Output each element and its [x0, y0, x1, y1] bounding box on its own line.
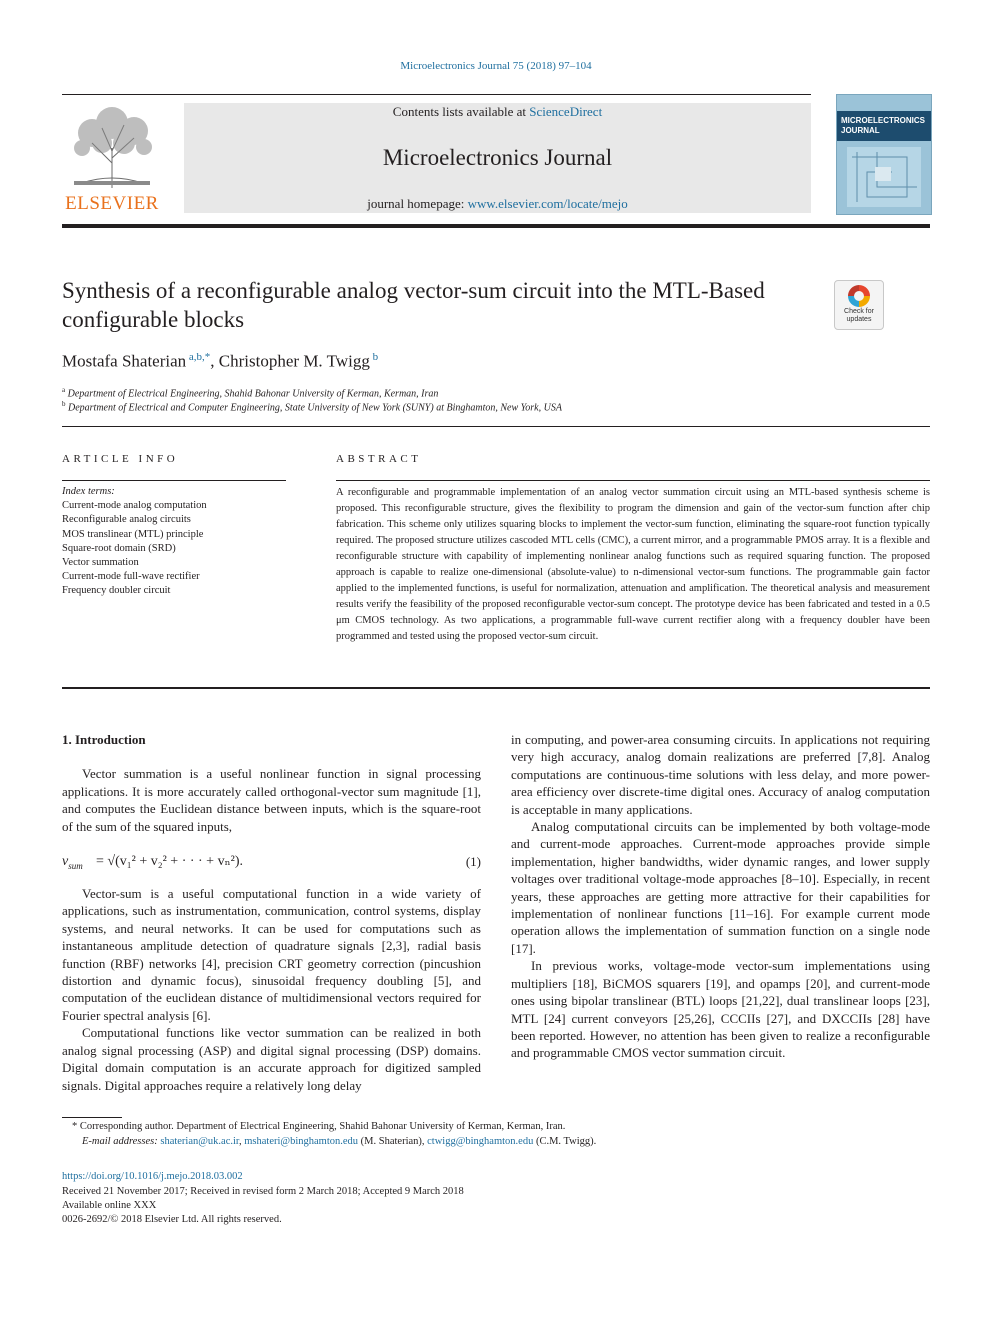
keyword: Frequency doubler circuit — [62, 585, 171, 597]
affiliation-b: $^b$ Department of Electrical and Computer Engineering, State University of New York (SUNY) at Binghamton, New York, USA — [62, 400, 562, 414]
author-name[interactable]: , Christopher M. Twigg — [210, 351, 370, 371]
footnote-rule — [62, 1117, 122, 1118]
body-left-column — [62, 731, 481, 1094]
available-online: Available online XXX — [62, 1200, 157, 1211]
contents-line: Contents lists available at ScienceDirect — [392, 104, 603, 119]
header-thick-rule — [62, 224, 930, 228]
check-updates-label: Check for updates — [844, 308, 874, 323]
author-affil-marks[interactable]: b — [372, 351, 379, 363]
author-affil-marks[interactable]: a,b,* — [188, 351, 211, 363]
email-link[interactable]: ctwigg@binghamton.edu — [427, 1136, 534, 1147]
body-right-column — [511, 731, 930, 1062]
index-terms-label: Index terms: — [62, 486, 115, 497]
check-for-updates-badge[interactable] — [834, 280, 884, 330]
body-paragraph: Analog computational circuits can be implemented by both voltage-mode and current-mode approaches. Current-mode approaches provide simple implementation, higher bandwidths, wider dynamic ranges, and lower supply voltages over traditional voltage-mode approaches [8–10]. Especially, in recent years, these approaches are getting more attractive for their capabilities for implementation of nonlinear functions [11–16]. For example current mode operation allows the implementation of summation function on a single node [17]. — [511, 819, 930, 956]
email-link[interactable]: shaterian@uk.ac.ir — [160, 1136, 239, 1147]
title-bottom-rule — [62, 426, 930, 427]
article-info-heading: ARTICLE INFO — [62, 453, 179, 465]
keyword: Reconfigurable analog circuits — [62, 514, 191, 526]
equation-1 — [62, 843, 481, 883]
keyword: Current-mode analog computation — [62, 500, 207, 512]
journal-cover-thumbnail[interactable] — [836, 94, 932, 215]
keyword: Vector summation — [62, 557, 139, 569]
equation-rhs: = √(v₁² + v₂² + · · · + vₙ²). — [96, 854, 243, 870]
article-info-rule — [62, 480, 286, 481]
homepage-line: journal homepage: www.elsevier.com/locate/mejo — [367, 196, 628, 211]
body-paragraph: in computing, and power-area consuming circuits. In applications not requiring very high accuracy, analog domain realizations are preferred [7,8]. Analog computations are continuous-time solutions with less delay, and more power-area efficiency over discrete-time digital ones. Accuracy of analog computation is acceptable in many applications. — [511, 732, 930, 817]
keyword: Square-root domain (SRD) — [62, 542, 176, 554]
abstract-heading: ABSTRACT — [336, 453, 422, 465]
equation-lhs: $v_{sum}$ — [62, 854, 83, 871]
author-name[interactable]: Mostafa Shaterian — [62, 351, 187, 371]
keyword: MOS translinear (MTL) principle — [62, 528, 204, 540]
body-paragraph: Vector-sum is a useful computational function in a wide variety of applications, such as instrumentation, communication, control systems, display systems, and neural networks. It can be used for computations such as instantaneous amplitude detection of quadrature signals [2,3], radial basis function (RBF) networks [4], precision CRT geometry correction (pincushion distortion and dynamic focus), sinusoidal frequency doubling [5], and computation of the euclidean distance of multidimensional vectors required for Fourier spectral analysis [6]. — [62, 886, 481, 1023]
keywords-block — [62, 485, 292, 599]
abstract-rule — [336, 480, 930, 481]
article-title: Synthesis of a reconfigurable analog vector-sum circuit into the MTL-Based configurable blocks — [62, 278, 765, 332]
section-heading-introduction: 1. Introduction — [62, 732, 146, 747]
body-paragraph: In previous works, voltage-mode vector-sum implementations using multipliers [18], BiCMOS squarers [19], and opamps [20], and current-mode ones using bipolar translinear (BTL) loops [21,22], dual translinear loops [23], MTL [24] current conveyors [25,26], CCCIIs [27], and DXCCIIs [28] have been reported. However, no attention has been given to realize a reconfigurable and programmable CMOS vector summation circuit. — [511, 958, 930, 1061]
equation-number: (1) — [465, 854, 481, 870]
cover-art-graphic — [847, 147, 921, 207]
journal-name: Microelectronics Journal — [382, 145, 613, 170]
corresponding-author-note: * Corresponding author. Department of Electrical Engineering, Shahid Bahonar University of Kerman, Kerman, Iran. — [72, 1121, 566, 1132]
journal-reference[interactable]: Microelectronics Journal 75 (2018) 97–104 — [400, 60, 592, 72]
abstract-bottom-rule — [62, 687, 930, 689]
elsevier-wordmark: ELSEVIER — [65, 193, 159, 214]
body-paragraph: Vector summation is a useful nonlinear function in signal processing applications. It is more accurately called orthogonal-vector sum magnitude [1], and computes the Euclidean distance between inputs, which is the square-root of the sum of the squared inputs, — [62, 766, 481, 834]
email-addresses: E-mail addresses: shaterian@uk.ac.ir, mshateri@binghamton.edu (M. Shaterian), ctwigg@binghamton.edu (C.M. Twigg). — [82, 1136, 597, 1147]
homepage-link[interactable]: www.elsevier.com/locate/mejo — [467, 196, 628, 211]
body-paragraph: Computational functions like vector summation can be realized in both analog signal processing (ASP) and digital signal processing (DSP) domains. Digital domain computation is an accurate approach for digitized sampled signals. Digital approaches require a relatively long delay — [62, 1025, 481, 1093]
sciencedirect-link[interactable]: ScienceDirect — [529, 104, 603, 119]
author-list — [62, 351, 378, 372]
copyright-line: 0026-2692/© 2018 Elsevier Ltd. All rights reserved. — [62, 1214, 282, 1225]
email-link[interactable]: mshateri@binghamton.edu — [244, 1136, 359, 1147]
received-dates: Received 21 November 2017; Received in revised form 2 March 2018; Accepted 9 March 2018 — [62, 1186, 464, 1197]
header-top-rule — [62, 94, 811, 95]
doi-link[interactable]: https://doi.org/10.1016/j.mejo.2018.03.002 — [62, 1171, 243, 1182]
keyword: Current-mode full-wave rectifier — [62, 571, 200, 583]
abstract-text: A reconfigurable and programmable implementation of an analog vector summation circuit using an MTL-based synthesis scheme is proposed. This reconfigurable structure, gives the flexibility to program the dimension and gain of the vector-sum function after chip fabrication. This scheme only utilizes squaring blocks to implement the vector-sum function, eliminating the square-root function typically required. The proposed structure utilizes cascoded MTL cells (CMC), a current mirror, and a programmable PMOS array. It is a flexible and reconfigurable structure with capability of implementing nonlinear analog functions such as required squaring function. The proposed approach is capable to realize one-dimensional (absolute-value) to n-dimensional vector-sum functions. The programmable gain factor applied to the implemented functions, is useful for normalization, attenuation and amplification. The theoretical analysis and measurement results verify the feasibility of the proposed reconfigurable vector-sum concept. The prototype device has been fabricated and tested in a 0.5 μm CMOS technology. As two applications, a programmable full-wave current rectifier along with a frequency doubler have been programmed and tested using the proposed vector-sum circuit. — [336, 487, 930, 642]
cover-title: MICROELECTRONICS JOURNAL — [841, 116, 925, 135]
affiliation-a: $^a$ Department of Electrical Engineering, Shahid Bahonar University of Kerman, Kerman, Iran — [62, 386, 439, 400]
check-updates-icon — [848, 285, 870, 307]
